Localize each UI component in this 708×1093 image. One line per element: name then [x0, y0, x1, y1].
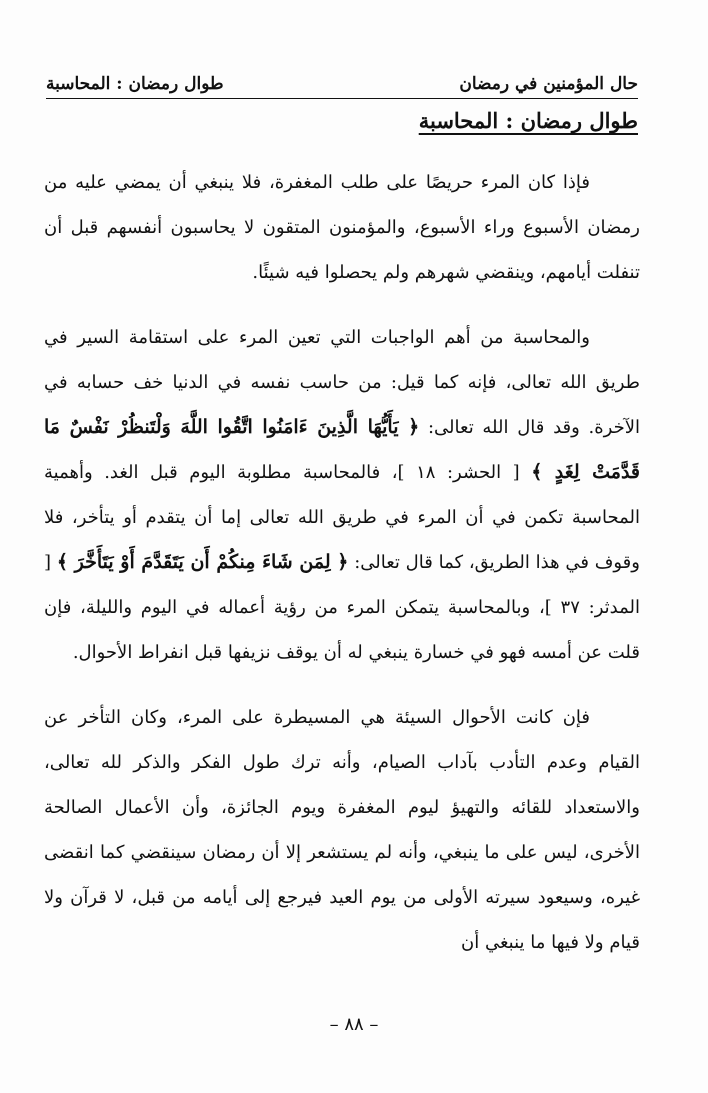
- paragraph-3: فإن كانت الأحوال السيئة هي المسيطرة على المرء، وكان التأخر عن القيام وعدم التأدب بآداب الصيام، وأنه ترك طول الفكر والذكر لله تعالى، والاستعداد للقائه والتهيؤ ليوم المغفرة ويوم الجائزة، وأن الأعمال الصالحة الأخرى، ليس على ما ينبغي، وأنه لم يستشعر إلا أن رمضان سينقضي كما انقضى غيره، وسيعود سيرته الأولى من يوم العيد فيرجع إلى أيامه من قبل، لا قرآن ولا قيام ولا فيها ما ينبغي أن: [44, 707, 641, 953]
- quran-verse-2: ﴿ لِمَن شَاءَ مِنكُمْ أَن يَتَقَدَّمَ أَوْ يَتَأَخَّرَ ﴾: [56, 551, 349, 573]
- body-text: [44, 160, 640, 985]
- page-number: – ٨٨ –: [329, 1014, 379, 1035]
- verse-2-reference: [ المدثر: ٣٧ ]،: [44, 552, 640, 618]
- quran-verse-1: ﴿ يَأَيُّهَا الَّذِينَ ءَامَنُوا اتَّقُوا اللَّهَ وَلْتَنظُرْ نَفْسٌ مَا قَدَّمَتْ لِغَدٍ ﴾: [44, 416, 640, 483]
- book-title: حال المؤمنين في رمضان: [459, 74, 638, 94]
- paragraph-2: [44, 315, 640, 675]
- chapter-title: طوال رمضان : المحاسبة: [46, 74, 224, 94]
- paragraph-2-part-2: فالمحاسبة مطلوبة اليوم قبل الغد. وأهمية المحاسبة تكمن في أن المرء في طريق الله تعالى إما أن يتقدم أو يتأخر، فلا وقوف في هذا الطريق، كما قال تعالى:: [44, 462, 640, 573]
- paragraph-2-part-3: وبالمحاسبة يتمكن المرء من رؤية أعماله في اليوم والليلة، فإن قلت عن أمسه فهو في خسارة ينبغي له أن يوقف نزيفها قبل انفراط الأحوال.: [44, 597, 640, 663]
- paragraph-1: فإذا كان المرء حريصًا على طلب المغفرة، فلا ينبغي أن يمضي عليه من رمضان الأسبوع وراء الأسبوع، والمؤمنون المتقون لا يحاسبون أنفسهم قبل أن تنفلت أيامهم، وينقضي شهرهم ولم يحصلوا فيه شيئًا.: [44, 172, 640, 283]
- verse-1-reference: [ الحشر: ١٨ ]،: [391, 462, 520, 483]
- paragraph-2-part-1: والمحاسبة من أهم الواجبات التي تعين المرء على استقامة السير في طريق الله تعالى، فإنه كما قيل: من حاسب نفسه في الدنيا خف حسابه في الآخرة. وقد قال الله تعالى:: [44, 327, 640, 438]
- section-title: طوال رمضان : المحاسبة: [418, 108, 638, 133]
- header-divider: [46, 98, 638, 99]
